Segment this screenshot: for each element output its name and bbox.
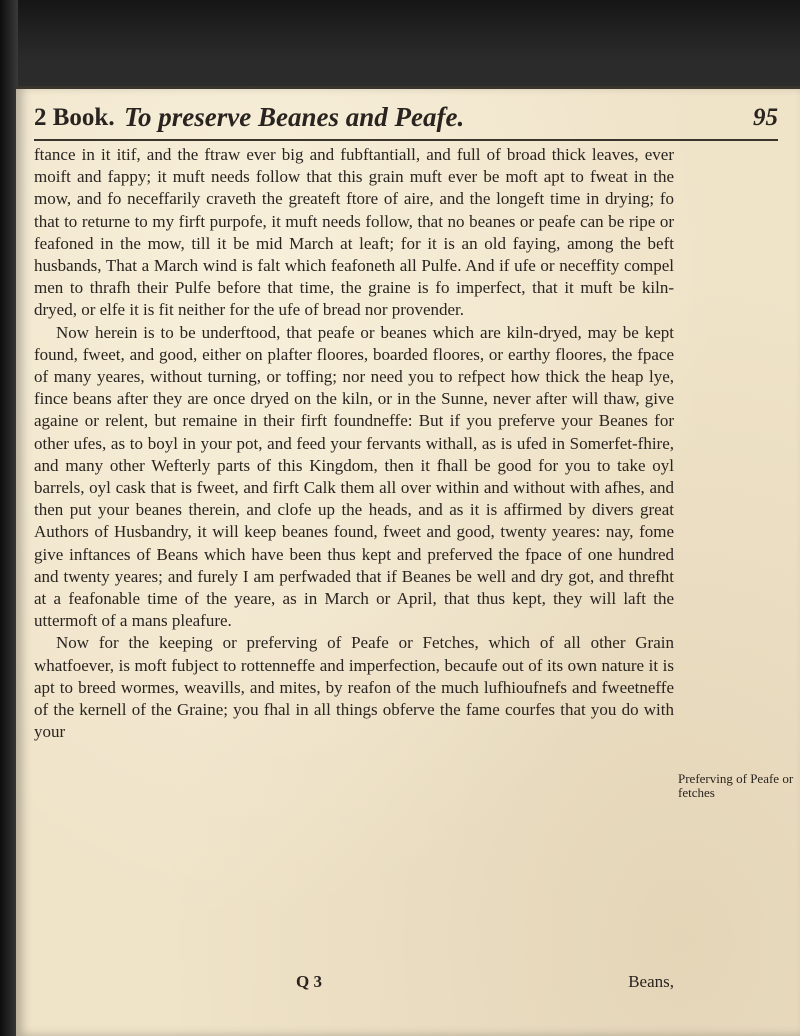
page-footer	[34, 972, 674, 998]
main-text	[34, 144, 674, 743]
catchword: Beans,	[628, 972, 674, 991]
book-page	[16, 86, 800, 1036]
running-header	[34, 102, 778, 136]
margin-note: Preferving of Peafe or fetches	[678, 771, 794, 800]
paragraph-3: Now for the keeping or preferving of Peafe or Fetches, which of all other Grain whatfoever, is moft fubject to rottenneffe and imperfection, becaufe out of its own nature it is apt to breed wormes, weavills, and mites, by reafon of the much lufhioufnefs and fweetneffe of the kernell of the Graine; you fhal in all things obferve the fame courfes that you do with your	[34, 633, 674, 742]
running-title: To preserve Beanes and Peafe.	[124, 102, 465, 132]
header-rule	[34, 139, 778, 141]
paragraph-1: ftance in it itif, and the ftraw ever big and fubftantiall, and full of broad thick leaves, ever moift and fappy; it muft needs follow that this grain muft ever be moft apt to fweat in the mow, and fo neceffarily craveth the greateft ftore of aire, and the longeft time in drying; fo that to returne to my firft purpofe, it muft needs follow, that no beanes or peafe can be ripe or feafoned in the mow, till it be mid March at leaft; for it is an old faying, among the beft husbands, That a March wind is falt which feafoneth all Pulfe. And if ufe or neceffity compel men to thrafh their Pulfe before that time, the graine is fo imperfect, that it muft be kiln-dryed, or elfe it is fit neither for the ufe of bread nor provender.	[34, 145, 674, 320]
top-rule	[16, 86, 800, 89]
signature-mark: Q 3	[296, 972, 322, 991]
book-number: 2 Book.	[34, 104, 115, 131]
paragraph-2: Now herein is to be underftood, that peafe or beanes which are kiln-dryed, may be kept found, fweet, and good, either on plafter floores, boarded floores, or earthy floores, the fpace of many yeares, without turning, or toffing; nor need you to refpect how thick the heap lye, fince beans after they are once dryed on the kiln, or in the Sunne, never after will thaw, give againe or relent, but remaine in their firft foundneffe: But if you preferve your Beanes for other ufes, as to boyl in your pot, and feed your fervants withall, as is ufed in Somerfet-fhire, and many other Wefterly parts of this Kingdom, then it fhall be good for you to take oyl barrels, oyl cask that is fweet, and firft Calk them all over within and without with afhes, and then put your beanes therein, and clofe up the heads, and as it is affirmed by divers great Authors of Husbandry, it will keep beanes found, fweet and good, twenty yeares: nay, fome give inftances of Beans which have been thus kept and preferved the fpace of one hundred and twenty yeares; and furely I am perfwaded that if Beanes be well and dry got, and threfht at a feafonable time of the yeare, as in March or April, that thus kept, they will laft the uttermoft of a mans pleafure.	[34, 322, 674, 631]
page-number: 95	[753, 104, 778, 131]
